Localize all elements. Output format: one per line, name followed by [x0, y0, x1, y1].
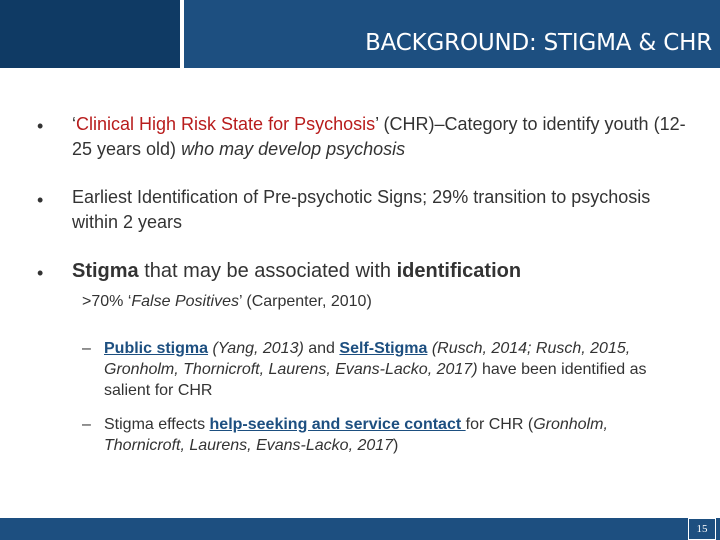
salient-text: have been identified as salient for CHR	[104, 361, 647, 399]
fp-citation: ’ (Carpenter, 2010)	[238, 293, 372, 310]
chr-term: Clinical High Risk State for Psychosis	[76, 114, 376, 134]
fp-prefix: >70% ‘	[82, 293, 132, 310]
page-number: 15	[688, 518, 716, 540]
self-stigma-link: Self-Stigma	[339, 340, 428, 357]
dash-help-seeking	[104, 414, 664, 456]
stigma-connector: that may be associated with	[138, 260, 397, 282]
bullet-marker: •	[37, 116, 44, 136]
slide-title: BACKGROUND: STIGMA & CHR	[365, 30, 712, 56]
public-stigma-link: Public stigma	[104, 340, 209, 357]
bullet-marker: •	[37, 263, 44, 283]
stigma-word: Stigma	[72, 260, 139, 282]
dash-public-self-stigma	[104, 338, 664, 401]
rusch-citation: (Rusch, 2014; Rusch, 2015, Gronholm, Thornicroft, Laurens, Evans-Lacko, 2017)	[104, 340, 631, 378]
quote-open: ‘	[72, 114, 76, 134]
help-seeking-link: help-seeking and service contact	[209, 416, 466, 433]
quote-close: ’	[375, 114, 379, 134]
fp-term: False Positives	[131, 293, 239, 310]
gronholm-citation: Gronholm, Thornicroft, Laurens, Evans-Lacko, 2017	[104, 416, 608, 454]
close-paren: )	[393, 437, 399, 454]
bullet-chr-definition	[72, 112, 692, 162]
yang-citation: (Yang, 2013)	[208, 340, 304, 357]
and-word: and	[303, 340, 340, 357]
bullet-earliest-identification: Earliest Identification of Pre-psychotic Signs; 29% transition to psychosis within 2 years	[72, 187, 651, 232]
chr-description-italic: who may develop psychosis	[181, 139, 406, 159]
dash-marker: –	[82, 416, 91, 433]
stigma-effects: Stigma effects	[104, 416, 210, 433]
footer-bar	[0, 518, 720, 540]
dash-marker: –	[82, 340, 91, 357]
false-positives-line	[82, 293, 372, 311]
bullet-stigma	[72, 259, 692, 284]
chr-description: (CHR)–Category to identify youth (12-25 years old)	[72, 114, 686, 159]
for-chr: for CHR (	[465, 416, 534, 433]
identification-word: identification	[396, 260, 522, 282]
header-dark-block	[0, 0, 180, 68]
bullet-marker: •	[37, 190, 44, 210]
